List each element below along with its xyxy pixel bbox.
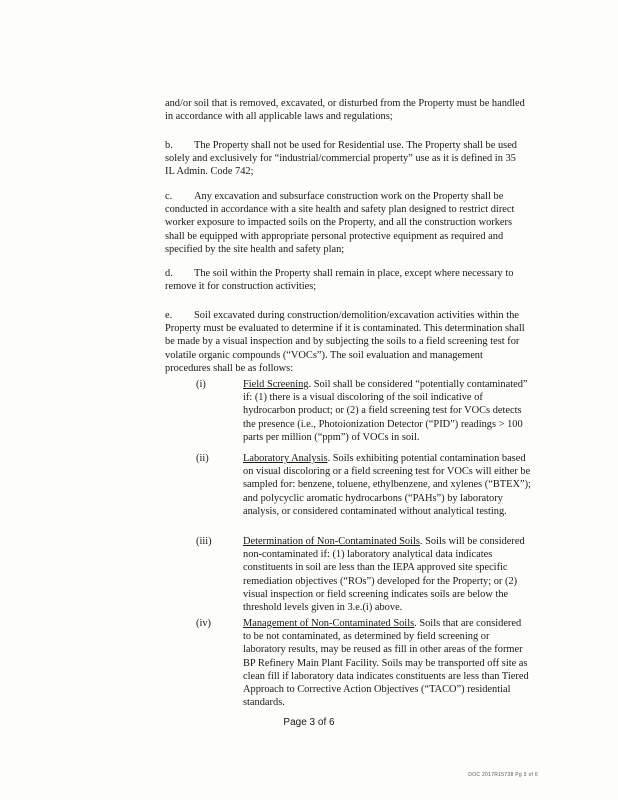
continuation-paragraph xyxy=(165,97,527,123)
sub-item-laboratory-analysis xyxy=(196,452,536,528)
paragraph-e-text: Soil excavated during construction/demolition/excavation activities within the Property must be evaluated to determine if it is contaminated. This determination shall be made by a visual inspection and by subjecting the soils to a field screening test for volatile organic compounds (“VOCs”). The soil evaluation and management procedures shall be as follows: xyxy=(165,310,525,374)
paragraph-b xyxy=(165,139,527,179)
sub-item-non-contaminated-soils xyxy=(196,535,536,614)
sub-item-text: . Soils exhibiting potential contamination based on visual discoloring or a field screening test for VOCs will either be sampled for: benzene, toluene, ethylbenzene, and xylenes (“BTEX”); and polycyclic aromatic hydrocarbons (“PAHs”) by laboratory analysis, or considered contaminated without analytical testing. xyxy=(243,453,531,517)
sub-item-text: . Soils will be considered non-contaminated if: (1) laboratory analytical data indicates constituents in soil are less than the IEPA approved site specific remediation objectives (“ROs”) developed for the Property; or (2) visual inspection or field screening indicates soils are below the threshold levels given in 3.e.(i) above. xyxy=(243,536,525,614)
sub-item-text: . Soil shall be considered “potentially contaminated” if: (1) there is a visual discoloring of the soil indicative of hydrocarbon product; or (2) a field screening test for VOCs detects the presence (i.e., Photoionization Detector (“PID”) readings > 100 parts per million (“ppm”) of VOCs in soil. xyxy=(243,379,528,443)
sub-item-number: (i) xyxy=(196,379,206,390)
paragraph-d-label: d. xyxy=(165,268,173,279)
sub-item-number: (iii) xyxy=(196,536,212,547)
paragraph-b-text: The Property shall not be used for Residential use. The Property shall be used solely and exclusively for “industrial/commercial property” use as it is defined in 35 IL Admin. Code 742; xyxy=(165,140,518,178)
recording-stamp: DOC 2017R15738 Pg 3 of 6 xyxy=(468,772,538,778)
paragraph-e xyxy=(165,309,527,375)
sub-item-title: Field Screening xyxy=(243,379,309,390)
sub-item-number: (iv) xyxy=(196,618,212,629)
paragraph-c-text: Any excavation and subsurface construction work on the Property shall be conducted in accordance with a site health and safety plan designed to restrict direct worker exposure to impacted soils on the Property, and all the construction workers shall be equipped with appropriate personal protective equipment as required and specified by the site health and safety plan; xyxy=(165,191,515,255)
continuation-text: and/or soil that is removed, excavated, or disturbed from the Property must be handled in accordance with all applicable laws and regulations; xyxy=(165,98,525,123)
sub-item-text: . Soils that are considered to be not contaminated, as determined by field screening or laboratory results, may be reused as fill in other areas of the former BP Refinery Main Plant Facility. Soils may be transported off site as clean fill if laboratory data indicates constituents are less than Tiered Approach to Corrective Action Objectives (“TACO”) residential standards. xyxy=(243,618,529,709)
paragraph-d xyxy=(165,267,527,293)
paragraph-e-label: e. xyxy=(165,310,173,321)
paragraph-c-label: c. xyxy=(165,191,173,202)
sub-item-number: (ii) xyxy=(196,453,209,464)
sub-item-title: Management of Non-Contaminated Soils xyxy=(243,618,415,629)
paragraph-b-label: b. xyxy=(165,140,173,151)
sub-item-title: Laboratory Analysis xyxy=(243,453,328,464)
page-number: Page 3 of 6 xyxy=(283,717,335,728)
paragraph-d-text: The soil within the Property shall remain in place, except where necessary to remove it for construction activities; xyxy=(165,268,514,293)
paragraph-c xyxy=(165,190,527,256)
sub-item-field-screening xyxy=(196,378,536,448)
sub-item-title: Determination of Non-Contaminated Soils xyxy=(243,536,420,547)
sub-item-management-non-contaminated xyxy=(196,617,536,707)
